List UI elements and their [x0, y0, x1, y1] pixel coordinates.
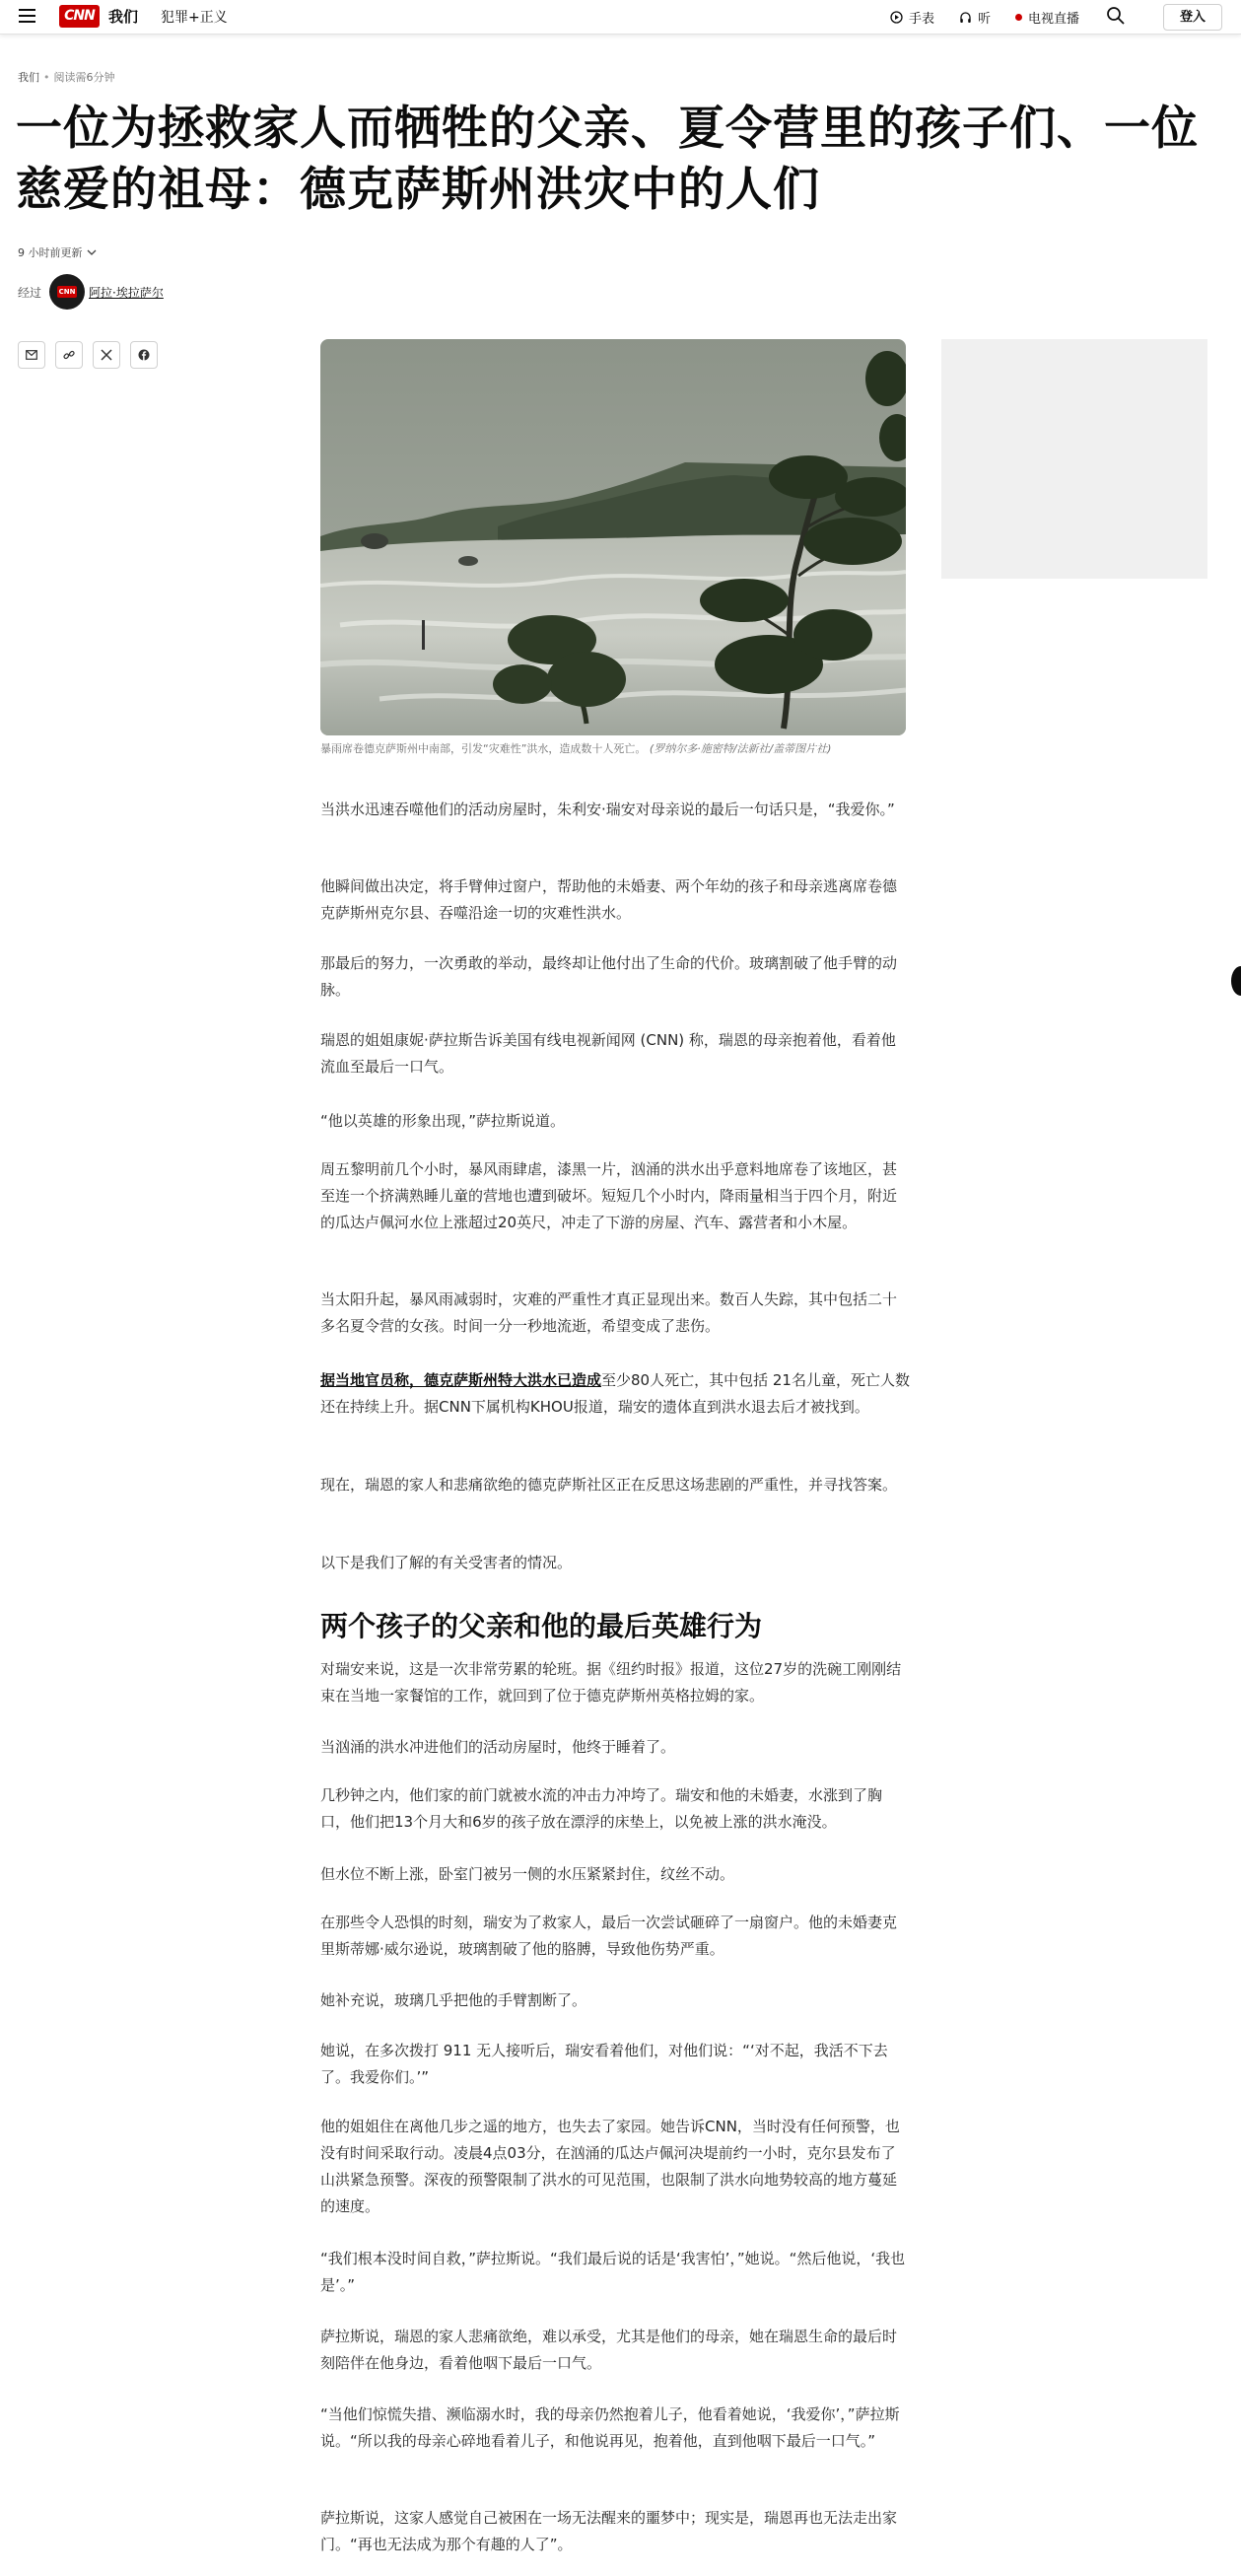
search-icon[interactable]	[1106, 6, 1126, 30]
scroll-edge-marker	[1231, 966, 1241, 996]
flood-deaths-link[interactable]: 据当地官员称，德克萨斯州特大洪水已造成	[320, 1371, 602, 1389]
login-button[interactable]: 登入	[1163, 4, 1222, 31]
caption-text: 暴雨席卷德克萨斯州中南部，引发“灾难性”洪水，造成数十人死亡。	[320, 742, 647, 755]
live-dot-icon	[1015, 14, 1022, 21]
paragraph-21: “当他们惊慌失措、濒临溺水时，我的母亲仍然抱着儿子，他看着她说，‘我爱你’，”萨拉斯说。“所以我的母亲心碎地看着儿子，和他说再见，抱着他，直到他咽下最后一口气。”	[320, 2405, 900, 2450]
menu-icon[interactable]	[19, 9, 35, 23]
paragraph-2: 他瞬间做出决定，将手臂伸过窗户，帮助他的未婚妻、两个年幼的孩子和母亲逃离席卷德克萨斯州克尔县、吞噬沿途一切的灾难性洪水。	[320, 877, 898, 922]
paragraph-15: 在那些令人恐惧的时刻，瑞安为了救家人，最后一次尝试砸碎了一扇窗户。他的未婚妻克里斯蒂娜·威尔逊说，玻璃割破了他的胳膊，导致他伤势严重。	[320, 1914, 898, 1958]
watch-label: 手表	[909, 12, 935, 27]
edition-label[interactable]: 我们	[108, 8, 139, 26]
mail-icon	[26, 350, 37, 360]
paragraph-16: 她补充说，玻璃几乎把他的手臂割断了。	[320, 1991, 587, 2009]
hero-image	[320, 339, 906, 735]
section-heading: 两个孩子的父亲和他的最后英雄行为	[320, 1610, 763, 1642]
updated-timestamp[interactable]	[18, 244, 97, 260]
paragraph-8-rest: 至少80人死亡，其中包括 21名儿童，死亡人数还在持续上升。据CNN下属机构KHOU报道，瑞安的遗体直到洪水退去后才被找到。	[320, 1371, 910, 1416]
breadcrumb-section[interactable]: 我们	[18, 71, 39, 84]
paragraph-5: “他以英雄的形象出现，”萨拉斯说道。	[320, 1112, 566, 1130]
live-tv-button[interactable]	[1015, 8, 1079, 27]
share-facebook-button[interactable]	[130, 341, 158, 369]
read-time: 阅读需6分钟	[53, 71, 115, 84]
paragraph-19: “我们根本没时间自救，”萨拉斯说。“我们最后说的话是‘我害怕’，”她说。“然后他说，‘我也是’。”	[320, 2250, 906, 2294]
paragraph-3: 那最后的努力，一次勇敢的举动，最终却让他付出了生命的代价。玻璃割破了他手臂的动脉。	[320, 954, 898, 999]
paragraph-12: 当汹涌的洪水冲进他们的活动房屋时，他终于睡着了。	[320, 1738, 676, 1756]
paragraph-1: 当洪水迅速吞噬他们的活动房屋时，朱利安·瑞安对母亲说的最后一句话只是，“我爱你。”	[320, 801, 895, 818]
facebook-icon	[138, 349, 150, 361]
headphones-icon	[959, 11, 972, 24]
paragraph-6: 周五黎明前几个小时，暴风雨肆虐，漆黑一片，汹涌的洪水出乎意料地席卷了该地区，甚至连一个挤满熟睡儿童的营地也遭到破坏。短短几个小时内，降雨量相当于四个月，附近的瓜达卢佩河水位上涨超过20英尺，冲走了下游的房屋、汽车、露营者和小木屋。	[320, 1160, 898, 1231]
share-email-button[interactable]	[18, 341, 45, 369]
byline	[18, 274, 164, 310]
author-avatar[interactable]: CNN	[49, 274, 85, 310]
paragraph-10: 以下是我们了解的有关受害者的情况。	[320, 1554, 573, 1571]
watch-button[interactable]	[890, 8, 934, 27]
paragraph-4: 瑞恩的姐姐康妮·萨拉斯告诉美国有线电视新闻网 (CNN) 称，瑞恩的母亲抱着他，看着他流血至最后一口气。	[320, 1031, 896, 1076]
paragraph-8	[320, 1367, 910, 1421]
paragraph-22: 萨拉斯说，这家人感觉自己被困在一场无法醒来的噩梦中；现实是，瑞恩再也无法走出家门。“再也无法成为那个有趣的人了”。	[320, 2509, 898, 2553]
image-caption	[320, 740, 908, 758]
nav-crime-justice[interactable]: 犯罪+正义	[161, 10, 228, 26]
listen-label: 听	[978, 12, 992, 27]
share-x-button[interactable]	[93, 341, 120, 369]
x-icon	[101, 349, 112, 361]
paragraph-20: 萨拉斯说，瑞恩的家人悲痛欲绝，难以承受，尤其是他们的母亲，她在瑞恩生命的最后时刻陪伴在他身边，看着他咽下最后一口气。	[320, 2328, 898, 2372]
paragraph-7: 当太阳升起，暴风雨减弱时，灾难的严重性才真正显现出来。数百人失踪，其中包括二十多名夏令营的女孩。时间一分一秒地流逝，希望变成了悲伤。	[320, 1290, 898, 1335]
ad-placeholder	[941, 339, 1207, 579]
paragraph-11: 对瑞安来说，这是一次非常劳累的轮班。据《纽约时报》报道，这位27岁的洗碗工刚刚结束在当地一家餐馆的工作，就回到了位于德克萨斯州英格拉姆的家。	[320, 1660, 902, 1705]
author-link[interactable]: 阿拉·埃拉萨尔	[89, 285, 164, 300]
paragraph-18: 他的姐姐住在离他几步之遥的地方，也失去了家园。她告诉CNN，当时没有任何预警，也没有时间采取行动。凌晨4点03分，在汹涌的瓜达卢佩河决堤前约一小时，克尔县发布了山洪紧急预警。深夜的预警限制了洪水的可见范围，也限制了洪水向地势较高的地方蔓延的速度。	[320, 2118, 900, 2215]
byline-prefix: 经过	[18, 285, 42, 300]
share-link-button[interactable]	[55, 341, 83, 369]
paragraph-14: 但水位不断上涨，卧室门被另一侧的水压紧紧封住，纹丝不动。	[320, 1865, 735, 1883]
breadcrumb: 我们 • 阅读需6分钟	[18, 71, 115, 84]
page-title: 一位为拯救家人而牺牲的父亲、夏令营里的孩子们、一位慈爱的祖母：德克萨斯州洪灾中的人们	[16, 102, 1199, 217]
paragraph-9: 现在，瑞恩的家人和悲痛欲绝的德克萨斯社区正在反思这场悲剧的严重性，并寻找答案。	[320, 1476, 898, 1494]
paragraph-13: 几秒钟之内，他们家的前门就被水流的冲击力冲垮了。瑞安和他的未婚妻，水涨到了胸口，他们把13个月大和6岁的孩子放在漂浮的床垫上，以免被上涨的洪水淹没。	[320, 1786, 883, 1831]
play-circle-icon	[890, 11, 903, 24]
link-icon	[63, 349, 75, 361]
chevron-down-icon	[87, 248, 97, 256]
live-tv-label: 电视直播	[1028, 12, 1080, 27]
listen-button[interactable]	[959, 8, 991, 27]
photo-credit: (罗纳尔多·施密特/法新社/盖蒂图片社)	[649, 742, 832, 755]
top-nav-bar	[0, 0, 1241, 35]
updated-label: 9 小时前更新	[18, 246, 83, 259]
paragraph-17: 她说，在多次拨打 911 无人接听后，瑞安看着他们，对他们说：“‘对不起，我活不下去了。我爱你们。’”	[320, 2042, 888, 2086]
cnn-logo[interactable]: CNN	[59, 5, 100, 28]
